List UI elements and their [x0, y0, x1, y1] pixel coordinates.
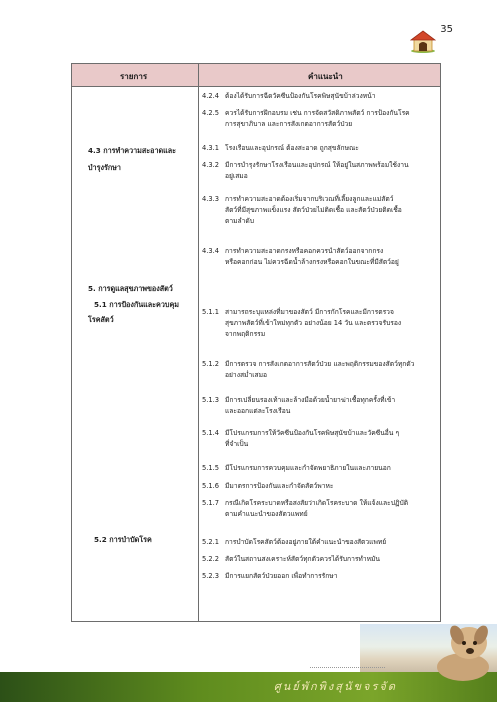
list-item: 5.1.2 มีการตรวจ การสังเกตอาการสัตว์ป่วย และพฤติกรรมของสัตว์ทุกตัว อย่างสม่ำเสมอ — [202, 360, 415, 379]
section-label-4-3: 4.3 การทำความสะอาดและ — [88, 146, 177, 155]
list-item: 5.1.4 มีโปรแกรมการให้วัคซีนป้องกันโรคพิษสุนัขบ้าและวัคซีนอื่น ๆ ที่จำเป็น — [202, 429, 400, 448]
footer-dots — [310, 667, 385, 669]
footer-title: ศูนย์พักพิงสุนัขจรจัด — [273, 680, 397, 693]
list-item: 4.3.4 การทำความสะอาดกรงหรือคอกควรนำสัตว์ออกจากกรง หรือคอกก่อน ไม่ควรฉีดน้ำล้างกรงหรือคอกในขณะที่มีสัตว์อยู่ — [202, 247, 399, 266]
list-item: 4.3.3 การทำความสะอาดต้องเริ่มจากบริเวณที่เลี้ยงลูกและแม่สัตว์ สัตว์ที่มีสุขภาพแข็งแรง สัตว์ป่วยไม่ติดเชื้อ และสัตว์ป่วยติดเชื้อ ตามลำดับ — [202, 195, 402, 225]
header-items: รายการ — [120, 72, 148, 81]
list-item: 5.2.3 มีการแยกสัตว์ป่วยออก เพื่อทำการรักษา — [202, 572, 338, 580]
dog-house-icon — [410, 29, 436, 53]
list-item: 4.2.4 ต้องได้รับการฉีดวัคซีนป้องกันโรคพิษสุนัขบ้าล่วงหน้า — [202, 92, 376, 100]
list-item: 5.1.1 สามารถระบุแหล่งที่มาของสัตว์ มีการกักโรคและมีการตรวจ สุขภาพสัตว์ที่เข้าใหม่ทุกตัว อย่างน้อย 14 วัน และตรวจรับรอง จากพฤติกรรม — [202, 308, 402, 338]
list-item: 5.1.5 มีโปรแกรมการควบคุมและกำจัดพยาธิภายในและภายนอก — [202, 464, 391, 472]
list-item: 4.3.1 โรงเรือนและอุปกรณ์ ต้องสะอาด ถูกสุขลักษณะ — [202, 144, 359, 152]
header-guidance: คำแนะนำ — [308, 72, 343, 81]
list-item: 4.3.2 มีการบำรุงรักษาโรงเรือนและอุปกรณ์ ให้อยู่ในสภาพพร้อมใช้งาน อยู่เสมอ — [202, 161, 409, 180]
list-item: 5.1.3 มีการเปลี่ยนรองเท้าและล้างมือด้วยน้ำยาฆ่าเชื้อทุกครั้งที่เข้า และออกแต่ละโรงเรือน — [202, 396, 396, 415]
list-item: 5.1.7 กรณีเกิดโรคระบาดหรือสงสัยว่าเกิดโรคระบาด ให้แจ้งและปฏิบัติ ตามคำแนะนำของสัตวแพทย์ — [202, 499, 409, 518]
column-divider — [198, 64, 199, 621]
section-label-5: 5. การดูแลสุขภาพของสัตว์ — [88, 284, 173, 293]
section-label-5-1-cont: โรคสัตว์ — [88, 315, 114, 324]
guidance-table — [71, 63, 441, 622]
dog-photo-icon — [425, 615, 495, 683]
list-item: 5.2.1 การบำบัดโรคสัตว์ต้องอยู่ภายใต้คำแนะนำของสัตวแพทย์ — [202, 538, 387, 546]
section-label-4-3-cont: บำรุงรักษา — [88, 163, 121, 172]
list-item: 5.1.6 มีมาตรการป้องกันและกำจัดสัตว์พาหะ — [202, 482, 334, 490]
section-label-5-1: 5.1 การป้องกันและควบคุม — [94, 300, 179, 309]
list-item: 4.2.5 ควรได้รับการฝึกอบรม เช่น การจัดสวัสดิภาพสัตว์ การป้องกันโรค การสุขาภิบาล และการสังเกตอาการสัตว์ป่วย — [202, 109, 410, 128]
table-header — [72, 64, 440, 87]
page-number: 35 — [440, 24, 453, 35]
list-item: 5.2.2 สัตว์ในสถานสงเคราะห์สัตว์ทุกตัวควรได้รับการทำหมัน — [202, 555, 380, 563]
section-label-5-2: 5.2 การบำบัดโรค — [94, 535, 152, 544]
footer-banner — [0, 672, 497, 702]
